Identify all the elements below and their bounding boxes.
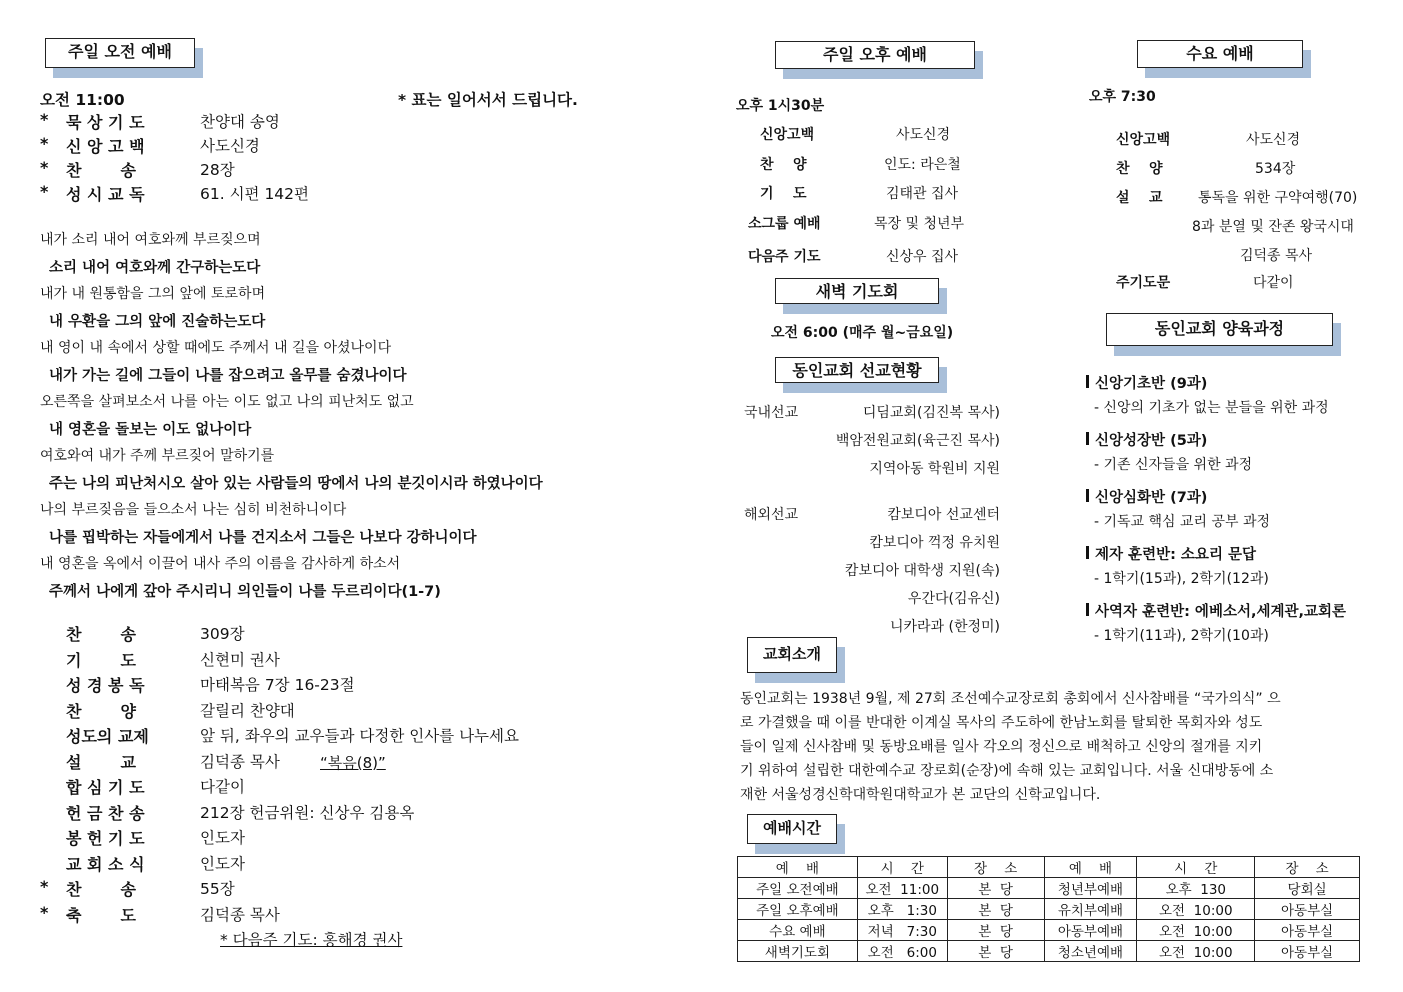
overseas-label: 해외선교 <box>744 507 799 523</box>
schedule-cell: 본 당 <box>947 941 1044 962</box>
order-value: 212장 헌금위원: 신상우 김용옥 <box>200 803 415 822</box>
overseas-mission: 우간다(김유신) <box>907 591 1000 607</box>
wed-sermon-line-2: 8과 분열 및 잔존 왕국시대 <box>1192 219 1354 235</box>
order-value: 갈릴리 찬양대 <box>200 701 295 720</box>
schedule-header-row <box>738 857 1360 878</box>
bullet-bar <box>1086 489 1089 502</box>
intro-line: 기 위하여 설립한 대한예수교 장로회(순장)에 속해 있는 교회입니다. 서울 신대방동에 소 <box>740 763 1274 779</box>
schedule-cell: 오전 10:00 <box>1137 920 1255 941</box>
psalm-line: 주는 나의 피난처시오 살아 있는 사람들의 땅에서 나의 분깃이시라 하였나이다 <box>49 476 543 492</box>
schedule-cell: 오전 10:00 <box>1137 899 1255 920</box>
schedule-cell: 본 당 <box>947 878 1044 899</box>
overseas-mission: 캄보디아 대학생 지원(속) <box>844 563 1000 579</box>
order-label: 합 심 기 도 <box>66 778 145 797</box>
afternoon-time: 오후 1시30분 <box>736 98 825 114</box>
morning-title: 주일 오전 예배 <box>45 38 195 68</box>
training-title: 신앙성장반 (5과) <box>1095 433 1208 449</box>
schedule-cell: 주일 오전예배 <box>738 878 858 899</box>
order-label: 설 교 <box>66 752 136 772</box>
schedule-cell: 아동부예배 <box>1044 920 1137 941</box>
psalm-line: 내 영이 내 속에서 상할 때에도 주께서 내 길을 아셨나이다 <box>40 340 392 356</box>
schedule-row <box>738 878 1360 899</box>
schedule-cell: 오후 130 <box>1137 878 1255 899</box>
order-label: 찬 송 <box>66 625 136 644</box>
training-desc: - 기존 신자들을 위한 과정 <box>1094 457 1253 473</box>
schedule-header-cell: 장 소 <box>1255 857 1360 878</box>
schedule-header-cell: 시 간 <box>857 857 947 878</box>
afternoon-label: 기 도 <box>760 186 807 202</box>
dawn-time: 오전 6:00 (매주 월~금요일) <box>771 325 954 341</box>
wednesday-time: 오후 7:30 <box>1089 89 1156 105</box>
standing-star: * <box>40 182 49 201</box>
wednesday-title: 수요 예배 <box>1137 40 1303 68</box>
order-value: 사도신경 <box>200 137 260 155</box>
standing-star: * <box>40 110 49 129</box>
order-value: 신현미 권사 <box>200 650 280 669</box>
schedule-cell: 오전 10:00 <box>1137 941 1255 962</box>
training-title: 사역자 훈련반: 에베소서,세계관,교회론 <box>1095 604 1347 620</box>
schedule-header-cell: 시 간 <box>1137 857 1255 878</box>
wed-sermon-line-3: 김덕종 목사 <box>1240 248 1313 264</box>
order-value: 마태복음 7장 16-23절 <box>200 676 355 694</box>
sermon-title: “복음(8)” <box>320 754 386 772</box>
training-title: 신앙기초반 (9과) <box>1095 376 1208 392</box>
afternoon-label: 찬 양 <box>760 157 807 173</box>
order-label: 찬 송 <box>66 161 136 180</box>
order-label: 찬 송 <box>66 880 136 899</box>
training-desc: - 신앙의 기초가 없는 분들을 위한 과정 <box>1094 400 1329 416</box>
afternoon-label: 소그룹 예배 <box>748 216 821 232</box>
mission-title: 동인교회 선교현황 <box>775 357 939 383</box>
bullet-bar <box>1086 375 1089 388</box>
psalm-line: 소리 내어 여호와께 간구하는도다 <box>49 260 261 276</box>
intro-line: 들이 일제 신사참배 및 동방요배를 일사 각오의 정신으로 배척하고 신앙의 절개를 지키 <box>740 739 1263 755</box>
intro-line: 동인교회는 1938년 9월, 제 27회 조선예수교장로회 총회에서 신사참배를 “국가의식” 으 <box>740 691 1281 707</box>
standing-star: * <box>40 134 49 153</box>
training-title: 신앙심화반 (7과) <box>1095 490 1208 506</box>
overseas-mission: 캄보디아 꺽정 유치원 <box>869 535 1000 551</box>
order-label: 성도의 교제 <box>66 727 149 746</box>
order-label: 헌 금 찬 송 <box>66 803 145 823</box>
schedule-cell: 청년부예배 <box>1044 878 1137 899</box>
order-value: 인도자 <box>200 854 245 873</box>
intro-line: 로 가결했을 때 이를 반대한 이계실 목사의 주도하에 한남노회를 탈퇴한 목회자와 성도 <box>740 715 1263 731</box>
schedule-cell: 오전 6:00 <box>857 941 947 962</box>
overseas-mission: 캄보디아 선교센터 <box>887 507 1000 523</box>
domestic-mission: 백암전원교회(육근진 목사) <box>835 433 1000 449</box>
order-value: 인도자 <box>200 829 245 847</box>
bullet-bar <box>1086 546 1089 559</box>
next-week-prayer: * 다음주 기도: 홍해경 권사 <box>220 931 403 949</box>
psalm-line: 주께서 나에게 갚아 주시리니 의인들이 나를 두르리이다(1-7) <box>49 584 441 600</box>
psalm-line: 내 영혼을 옥에서 이끌어 내사 주의 이름을 감사하게 하소서 <box>40 556 401 572</box>
overseas-mission: 니카라과 (한정미) <box>889 619 1000 635</box>
schedule-title: 예배시간 <box>747 814 837 844</box>
psalm-line: 내 영혼을 돌보는 이도 없나이다 <box>49 422 252 438</box>
schedule-header-cell: 예 배 <box>738 857 858 878</box>
schedule-table <box>737 856 1360 962</box>
schedule-cell: 아동부실 <box>1255 899 1360 920</box>
schedule-cell: 본 당 <box>947 920 1044 941</box>
standing-star: * <box>40 877 49 896</box>
schedule-cell: 주일 오후예배 <box>738 899 858 920</box>
psalm-line: 나를 핍박하는 자들에게서 나를 건지소서 그들은 나보다 강하니이다 <box>49 530 477 546</box>
order-label: 기 도 <box>66 650 136 670</box>
schedule-cell: 수요 예배 <box>738 920 858 941</box>
intro-line: 재한 서울성경신학대학원대학교가 본 교단의 신학교입니다. <box>740 787 1101 803</box>
standing-star: * <box>40 158 49 177</box>
wed-hymn-label: 찬 양 <box>1116 161 1163 177</box>
wed-hymn: 534장 <box>1255 161 1296 177</box>
schedule-row <box>738 941 1360 962</box>
schedule-cell: 아동부실 <box>1255 941 1360 962</box>
psalm-line: 내가 가는 길에 그들이 나를 잡으려고 올무를 숨겼나이다 <box>49 368 407 384</box>
order-label: 묵 상 기 도 <box>66 113 145 132</box>
order-value: 김덕종 목사 <box>200 752 280 771</box>
dawn-title: 새벽 기도회 <box>775 278 939 304</box>
wed-confession: 사도신경 <box>1246 132 1301 148</box>
schedule-cell: 아동부실 <box>1255 920 1360 941</box>
order-value: 61. 시편 142편 <box>200 185 310 203</box>
schedule-cell: 당회실 <box>1255 878 1360 899</box>
domestic-mission: 디딤교회(김진복 목사) <box>862 405 1000 421</box>
intro-title: 교회소개 <box>747 637 837 673</box>
psalm-line: 여호와여 내가 주께 부르짖어 말하기를 <box>40 448 275 464</box>
afternoon-value: 김태관 집사 <box>886 186 959 202</box>
schedule-row <box>738 899 1360 920</box>
domestic-label: 국내선교 <box>744 405 799 421</box>
standing-star: * <box>40 902 49 922</box>
schedule-cell: 본 당 <box>947 899 1044 920</box>
schedule-header-cell: 장 소 <box>947 857 1044 878</box>
wed-sermon-line-1: 통독을 위한 구약여행(70) <box>1198 190 1358 206</box>
wed-sermon-label: 설 교 <box>1116 190 1163 206</box>
afternoon-value: 신상우 집사 <box>886 249 959 265</box>
order-value: 앞 뒤, 좌우의 교우들과 다정한 인사를 나누세요 <box>200 727 519 745</box>
afternoon-label: 다음주 기도 <box>748 249 821 265</box>
afternoon-value: 목장 및 청년부 <box>874 216 965 232</box>
psalm-line: 나의 부르짖음을 들으소서 나는 심히 비천하니이다 <box>40 502 347 518</box>
order-value: 309장 <box>200 625 245 643</box>
schedule-cell: 저녁 7:30 <box>857 920 947 941</box>
order-label: 성 시 교 독 <box>66 185 145 204</box>
order-value: 다같이 <box>200 778 245 796</box>
order-value: 28장 <box>200 161 235 179</box>
domestic-mission: 지역아동 학원비 지원 <box>869 461 1000 477</box>
schedule-cell: 오후 1:30 <box>857 899 947 920</box>
training-desc: - 1학기(11과), 2학기(10과) <box>1094 628 1269 644</box>
wed-prayer-label: 주기도문 <box>1116 275 1171 291</box>
order-label: 축 도 <box>66 905 136 925</box>
order-label: 성 경 봉 독 <box>66 676 145 695</box>
schedule-header-cell: 예 배 <box>1044 857 1137 878</box>
schedule-cell: 유치부예배 <box>1044 899 1137 920</box>
training-desc: - 1학기(15과), 2학기(12과) <box>1094 571 1269 587</box>
training-title: 제자 훈련반: 소요리 문답 <box>1095 547 1257 563</box>
order-label: 교 회 소 식 <box>66 854 145 874</box>
training-title: 동인교회 양육과정 <box>1106 313 1333 346</box>
order-label: 신 앙 고 백 <box>66 137 145 156</box>
psalm-line: 오른쪽을 살펴보소서 나를 아는 이도 없고 나의 피난처도 없고 <box>40 394 414 410</box>
bullet-bar <box>1086 603 1089 616</box>
order-value: 55장 <box>200 880 235 898</box>
afternoon-title: 주일 오후 예배 <box>775 41 975 69</box>
afternoon-label: 신앙고백 <box>760 127 815 143</box>
morning-time: 오전 11:00 <box>40 91 125 109</box>
psalm-line: 내가 소리 내어 여호와께 부르짖으며 <box>40 232 261 248</box>
afternoon-value: 사도신경 <box>896 127 951 143</box>
training-desc: - 기독교 핵심 교리 공부 과정 <box>1094 514 1271 530</box>
order-value: 찬양대 송영 <box>200 113 280 131</box>
psalm-line: 내가 내 원통함을 그의 앞에 토로하며 <box>40 286 266 302</box>
afternoon-value: 인도: 라은철 <box>884 157 961 173</box>
schedule-cell: 청소년예배 <box>1044 941 1137 962</box>
standing-note: * 표는 일어서서 드립니다. <box>398 91 578 109</box>
psalm-line: 내 우환을 그의 앞에 진술하는도다 <box>49 314 266 330</box>
schedule-cell: 오전 11:00 <box>857 878 947 899</box>
wed-prayer: 다같이 <box>1253 275 1294 291</box>
order-label: 찬 양 <box>66 701 136 721</box>
bullet-bar <box>1086 432 1089 445</box>
schedule-cell: 새벽기도회 <box>738 941 858 962</box>
order-value: 김덕종 목사 <box>200 905 280 924</box>
wed-confession-label: 신앙고백 <box>1116 132 1171 148</box>
schedule-row <box>738 920 1360 941</box>
order-label: 봉 헌 기 도 <box>66 829 145 848</box>
